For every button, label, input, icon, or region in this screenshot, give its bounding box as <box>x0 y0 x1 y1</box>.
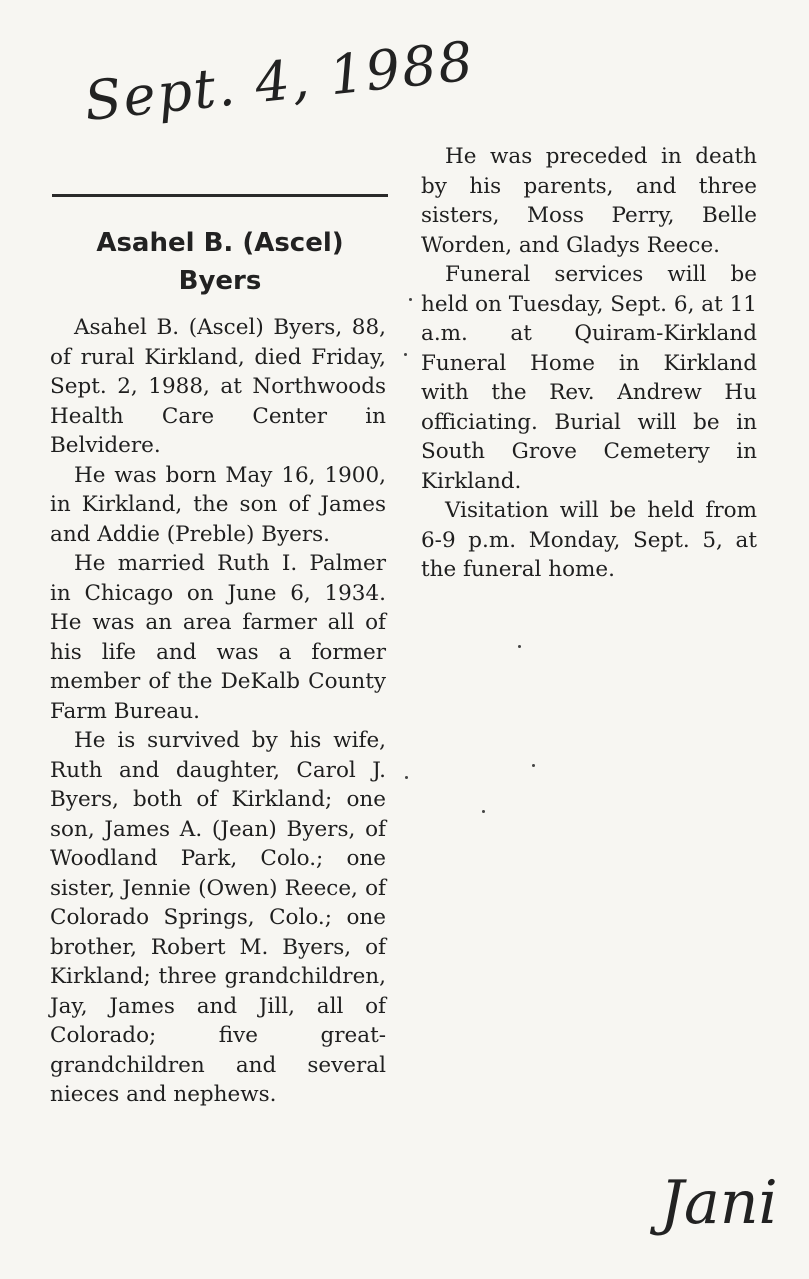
paper-speck <box>409 298 412 301</box>
handwritten-date: Sept. 4, 1988 <box>81 29 478 134</box>
obituary-column-right <box>421 142 757 585</box>
obituary-paragraph-funeral: Funeral services will be held on Tuesday, Sept. 6, at 11 a.m. at Quiram-Kirkland Funeral Home in Kirkland with the Rev. Andrew Hu officiating. Burial will be in South Grove Cemetery in Kirkland. <box>421 262 757 494</box>
headline-rule <box>52 194 388 197</box>
paper-speck <box>404 353 407 356</box>
handwritten-signature: Jani <box>660 1168 778 1238</box>
obituary-paragraph-marriage: He married Ruth I. Palmer in Chicago on June 6, 1934. He was an area farmer all of his life and was a former member of the DeKalb County Farm Bureau. <box>50 551 386 724</box>
obituary-paragraph-death: Asahel B. (Ascel) Byers, 88, of rural Kirkland, died Friday, Sept. 2, 1988, at Northwoods Health Care Center in Belvidere. <box>50 315 386 458</box>
obituary-paragraph-preceded: He was preceded in death by his parents, and three sisters, Moss Perry, Belle Worden, and Gladys Reece. <box>421 144 757 258</box>
paper-speck <box>482 810 485 813</box>
paper-speck <box>405 776 408 779</box>
paper-speck <box>532 764 535 767</box>
obituary-paragraph-birth: He was born May 16, 1900, in Kirkland, the son of James and Addie (Preble) Byers. <box>50 462 386 547</box>
obituary-column-left <box>50 313 386 1110</box>
paper-speck <box>518 645 521 648</box>
obituary-paragraph-visitation: Visitation will be held from 6-9 p.m. Monday, Sept. 5, at the funeral home. <box>421 498 757 582</box>
headline-text: Asahel B. (Ascel) Byers <box>96 228 344 296</box>
obituary-headline <box>52 224 388 300</box>
obituary-paragraph-survivors: He is survived by his wife, Ruth and daughter, Carol J. Byers, both of Kirkland; one son, James A. (Jean) Byers, of Woodland Park, Colo.; one sister, Jennie (Owen) Reece, of Colorado Springs, Colo.; one brother, Robert M. Byers, of Kirkland; three grandchildren, Jay, James and Jill, all of Colorado; five great-grandchildren and several nieces and nephews. <box>50 728 386 1107</box>
